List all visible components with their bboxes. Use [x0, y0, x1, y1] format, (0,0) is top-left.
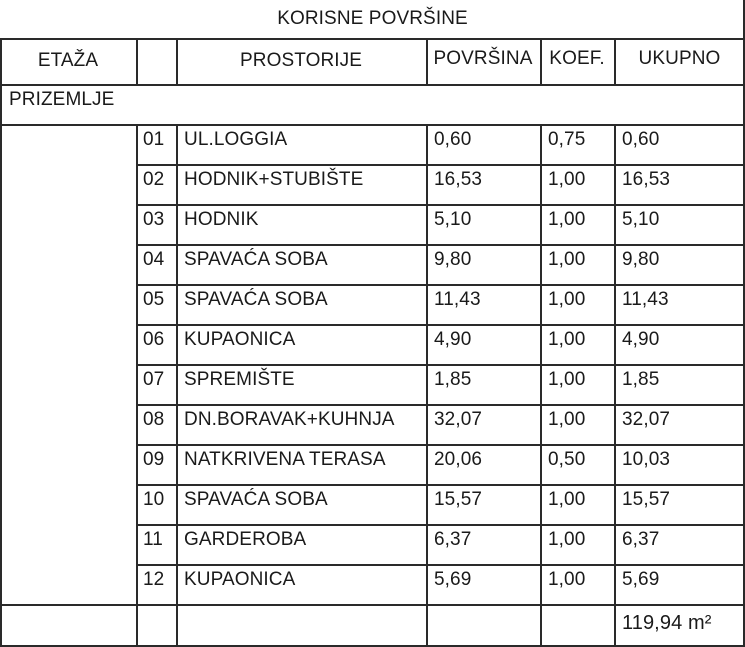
room-name: DN.BORAVAK+KUHNJA: [184, 409, 395, 430]
grid-line-vertical: [614, 124, 616, 646]
grid-line-horizontal: [0, 84, 745, 86]
room-coefficient: 0,75: [548, 129, 586, 150]
room-name: KUPAONICA: [184, 329, 296, 350]
grid-line-horizontal: [136, 164, 745, 166]
header-coef: KOEF.: [549, 48, 605, 69]
section-label: PRIZEMLJE: [9, 89, 115, 110]
grid-line-vertical: [540, 124, 542, 646]
row-number: 01: [143, 129, 165, 150]
room-total: 4,90: [622, 329, 660, 350]
room-coefficient: 1,00: [548, 529, 586, 550]
grid-line-horizontal: [136, 244, 745, 246]
room-total: 9,80: [622, 249, 660, 270]
grid-line-horizontal: [136, 444, 745, 446]
row-number: 09: [143, 449, 165, 470]
room-area: 5,69: [434, 569, 472, 590]
grid-line-horizontal: [136, 364, 745, 366]
row-number: 02: [143, 169, 165, 190]
table-title: KORISNE POVRŠINE: [277, 8, 468, 29]
grand-total: 119,94 m²: [622, 612, 712, 634]
room-name: GARDEROBA: [184, 529, 307, 550]
room-name: SPAVAĆA SOBA: [184, 489, 328, 510]
grid-line-vertical: [743, 0, 745, 646]
room-area: 5,10: [434, 209, 472, 230]
row-number: 08: [143, 409, 165, 430]
room-total: 6,37: [622, 529, 660, 550]
room-coefficient: 0,50: [548, 449, 586, 470]
room-name: HODNIK: [184, 209, 259, 230]
room-name: SPAVAĆA SOBA: [184, 289, 328, 310]
row-number: 04: [143, 249, 165, 270]
room-coefficient: 1,00: [548, 489, 586, 510]
room-area: 16,53: [434, 169, 483, 190]
grid-line-horizontal: [136, 524, 745, 526]
room-area: 1,85: [434, 369, 472, 390]
room-area: 11,43: [434, 289, 481, 310]
grid-line-vertical: [426, 124, 428, 646]
room-coefficient: 1,00: [548, 409, 586, 430]
room-name: HODNIK+STUBIŠTE: [184, 169, 364, 190]
room-area: 20,06: [434, 449, 483, 470]
room-name: KUPAONICA: [184, 569, 296, 590]
room-area: 6,37: [434, 529, 472, 550]
room-total: 5,10: [622, 209, 660, 230]
room-name: SPREMIŠTE: [184, 369, 295, 390]
room-coefficient: 1,00: [548, 169, 586, 190]
grid-line-vertical: [136, 38, 138, 84]
room-total: 15,57: [622, 489, 671, 510]
room-total: 10,03: [622, 449, 671, 470]
header-floor: ETAŽA: [37, 50, 99, 71]
grid-line-horizontal: [136, 564, 745, 566]
grid-line-horizontal: [136, 284, 745, 286]
grid-line-horizontal: [136, 204, 745, 206]
room-name: SPAVAĆA SOBA: [184, 249, 328, 270]
row-number: 06: [143, 329, 165, 350]
grid-line-horizontal: [136, 124, 745, 126]
grid-line-horizontal: [136, 324, 745, 326]
grid-line-vertical: [0, 38, 2, 646]
grid-line-horizontal: [0, 38, 745, 40]
room-area: 4,90: [434, 329, 472, 350]
room-area: 15,57: [434, 489, 483, 510]
room-coefficient: 1,00: [548, 249, 586, 270]
grid-line-horizontal: [136, 484, 745, 486]
grid-line-horizontal: [136, 404, 745, 406]
room-coefficient: 1,00: [548, 209, 586, 230]
row-number: 03: [143, 209, 165, 230]
header-area: POVRŠINA: [433, 48, 533, 69]
room-total: 32,07: [622, 409, 671, 430]
room-total: 0,60: [622, 129, 660, 150]
room-area: 9,80: [434, 249, 472, 270]
room-total: 1,85: [622, 369, 660, 390]
room-coefficient: 1,00: [548, 369, 586, 390]
room-total: 5,69: [622, 569, 660, 590]
grid-line-vertical: [176, 124, 178, 646]
header-total: UKUPNO: [638, 48, 721, 69]
room-total: 11,43: [622, 289, 669, 310]
header-rooms: PROSTORIJE: [239, 50, 363, 71]
row-number: 11: [143, 529, 163, 550]
room-coefficient: 1,00: [548, 289, 586, 310]
room-name: NATKRIVENA TERASA: [184, 449, 386, 470]
room-total: 16,53: [622, 169, 671, 190]
row-number: 10: [143, 489, 165, 510]
row-number: 05: [143, 289, 165, 310]
row-number: 12: [143, 569, 165, 590]
room-coefficient: 1,00: [548, 329, 586, 350]
room-area: 0,60: [434, 129, 472, 150]
room-area: 32,07: [434, 409, 483, 430]
grid-line-vertical: [136, 124, 138, 646]
room-coefficient: 1,00: [548, 569, 586, 590]
row-number: 07: [143, 369, 165, 390]
grid-line-horizontal: [136, 604, 745, 606]
room-name: UL.LOGGIA: [184, 129, 288, 150]
